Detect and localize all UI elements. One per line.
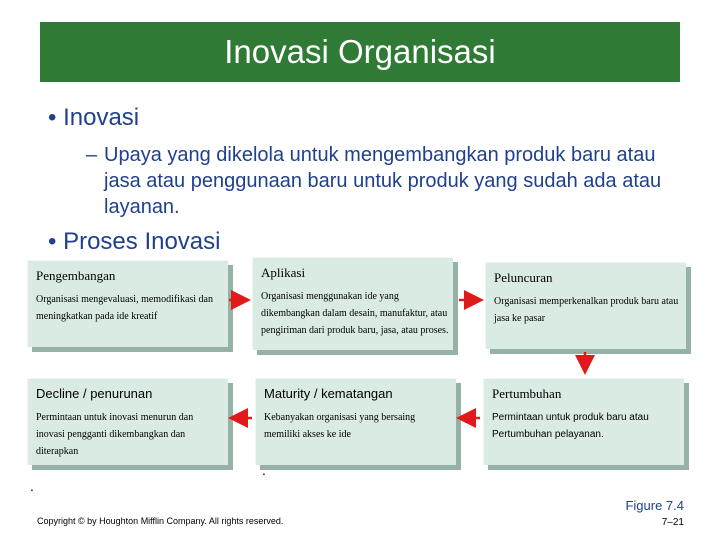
bullet-inovasi-text: Inovasi [63,104,140,131]
box-text: Organisasi menggunakan ide yang dikembangkan dalam desain, manufaktur, atau pengiriman dari produk baru, jasa, atau proses. [261,291,449,336]
bullet-inovasi: • Inovasi [48,104,140,131]
box-text: Organisasi memperkenalkan produk baru atau jasa ke pasar [494,296,679,324]
dash-marker: – [86,144,98,166]
bullet-proses-inovasi: • Proses Inovasi [48,228,221,255]
figure-label: Figure 7.4 [625,498,684,513]
box-text: Permintaan untuk inovasi menurun dan inovasi pengganti dikembangkan dan diterapkan [36,412,194,457]
copyright-text: Copyright © by Houghton Mifflin Company. All rights reserved. [37,516,284,526]
box-title: Peluncuran [494,270,553,285]
sub-bullet-text: Upaya yang dikelola untuk mengembangkan produk baru atau jasa atau penggunaan baru untuk produk yang sudah ada atau layanan. [104,144,662,218]
box-text: Kebanyakan organisasi yang bersaing memiliki akses ke ide [264,412,416,440]
box-title: Decline / penurunan [36,386,153,401]
box-text: Organisasi mengevaluasi, memodifikasi dan meningkatkan pada ide kreatif [36,294,213,322]
page-number: 7–21 [661,517,684,528]
box-title: Maturity / kematangan [264,386,393,401]
bullet-proses-text: Proses Inovasi [63,228,221,255]
box-text: Permintaan untuk produk baru atau Pertumbuhan pelayanan. [492,412,649,440]
stray-dot: . [30,478,34,494]
box-title: Pengembangan [36,268,116,283]
box-title: Pertumbuhan [492,386,562,401]
slide-title: Inovasi Organisasi [40,22,680,82]
box-title: Aplikasi [261,265,306,280]
stray-dot: . [262,462,266,478]
